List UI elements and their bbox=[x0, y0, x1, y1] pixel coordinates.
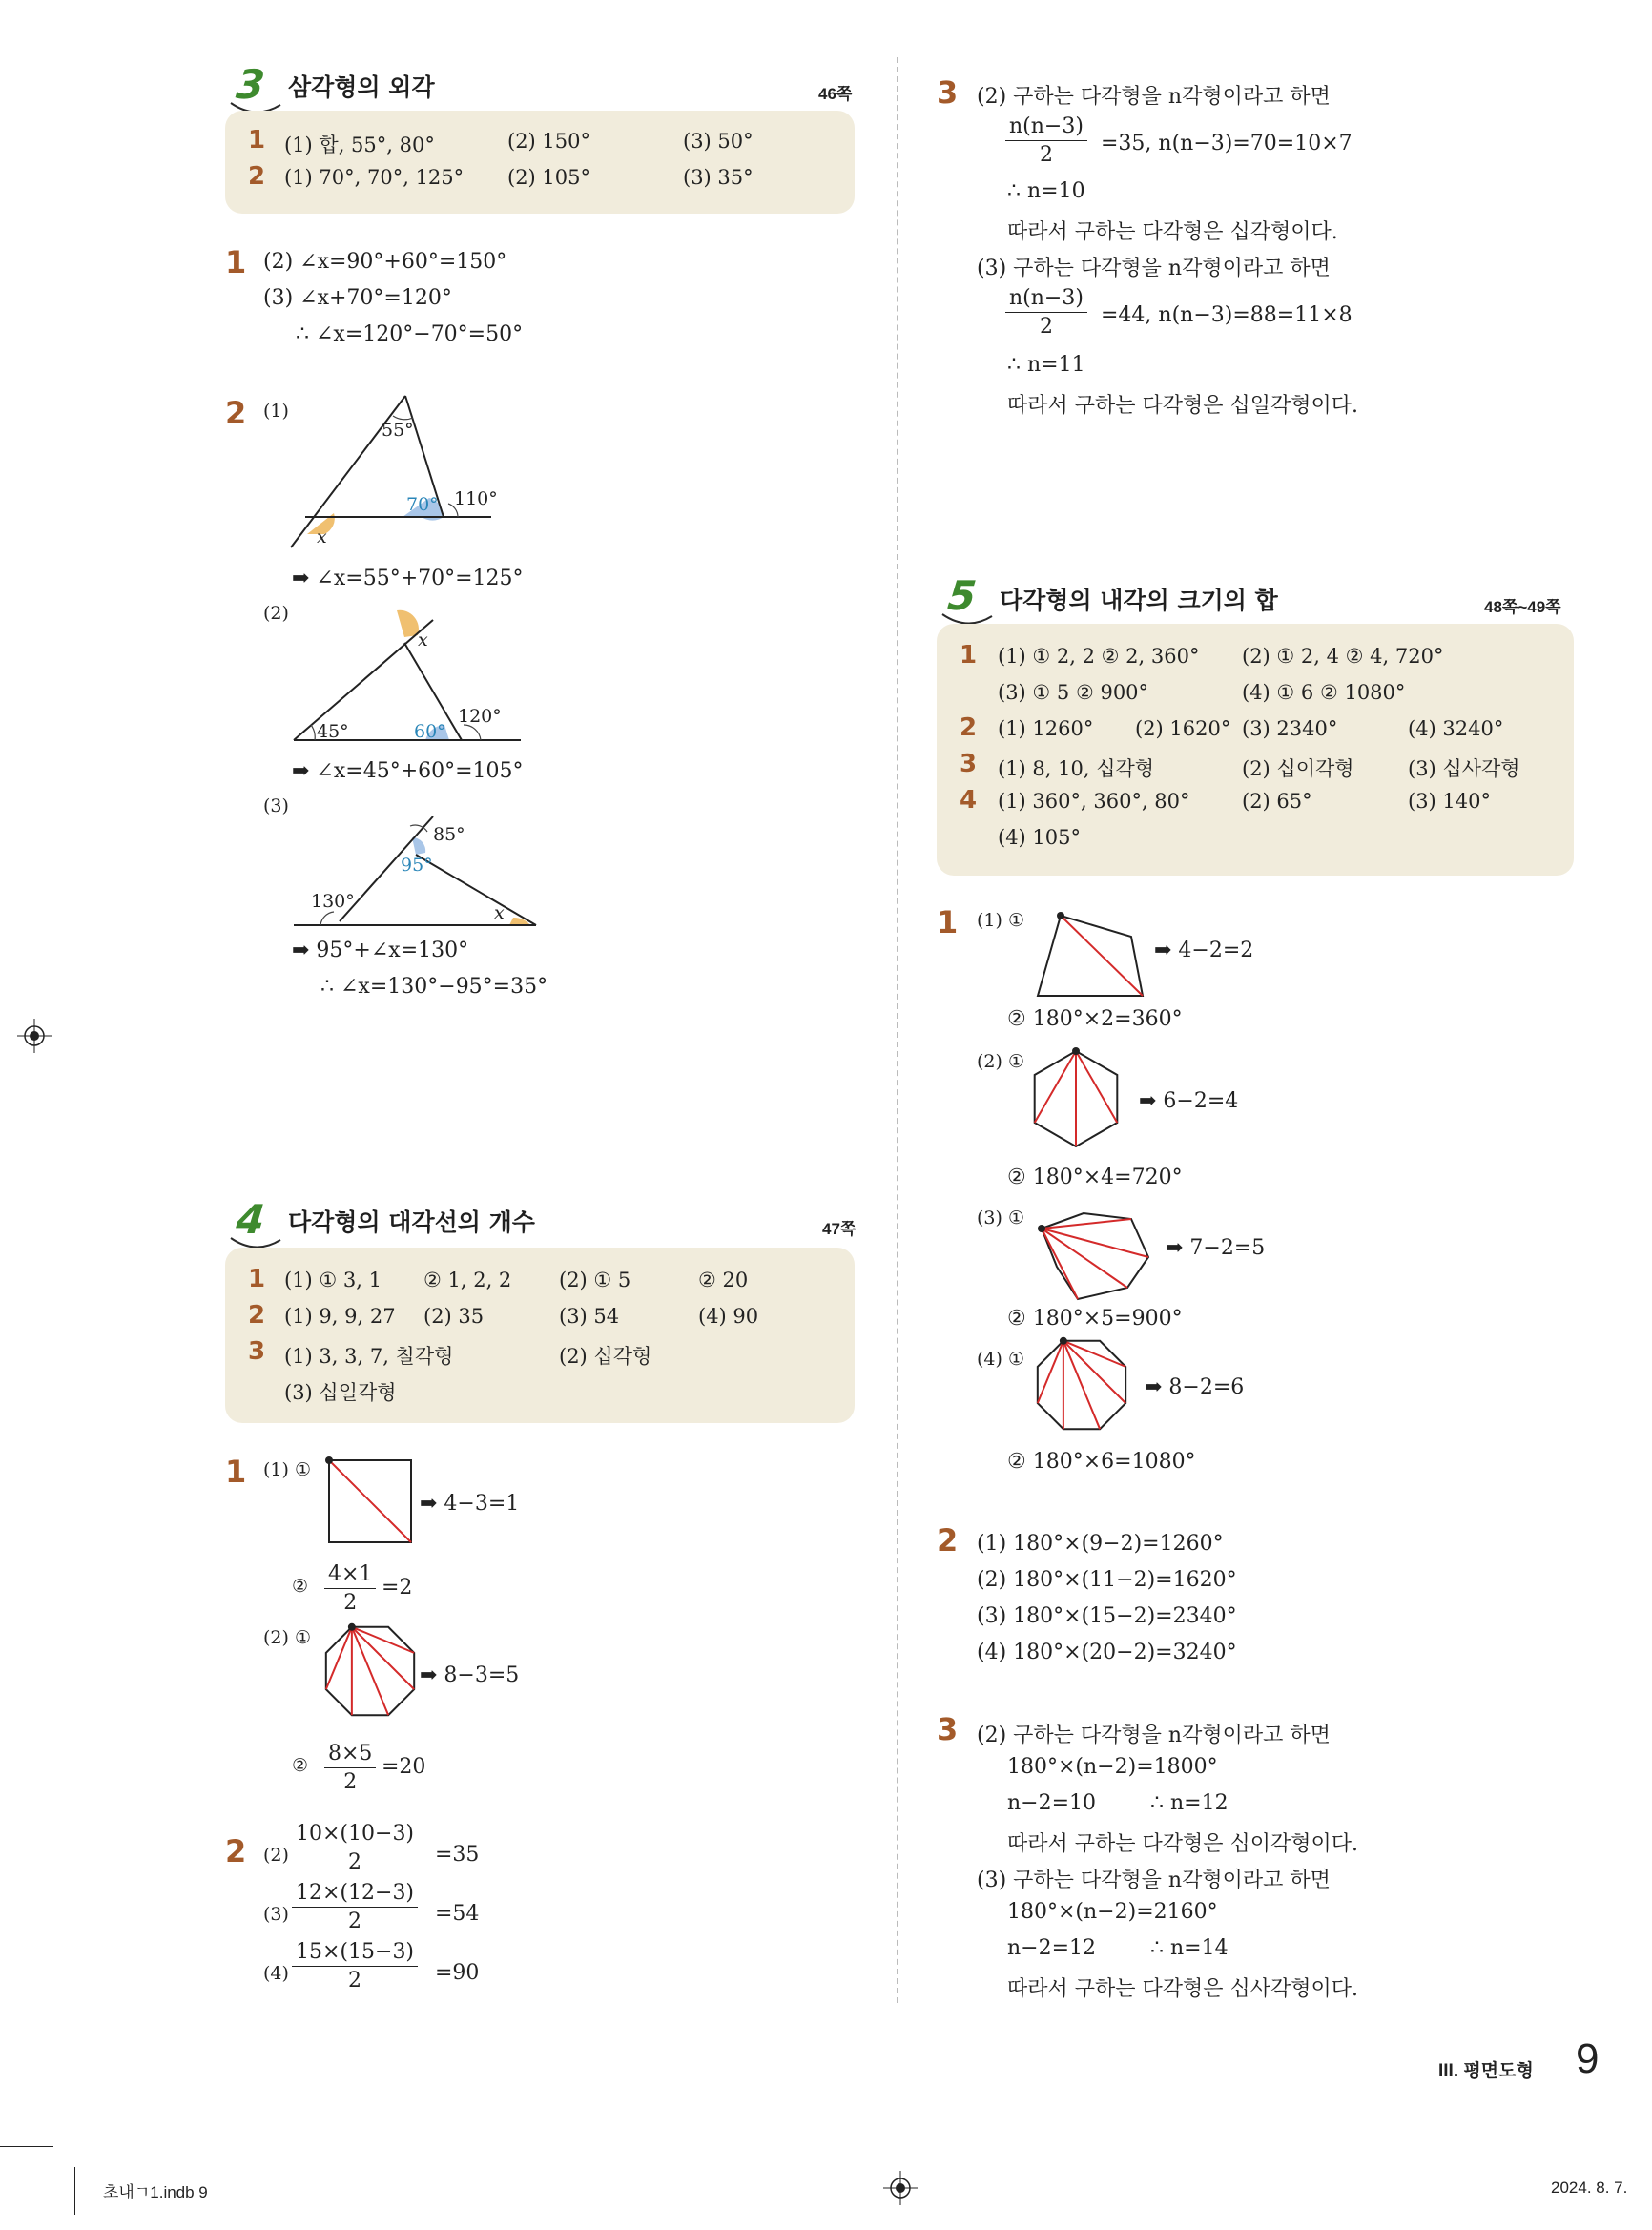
angle-label: 60° bbox=[414, 721, 446, 742]
solution-line: ∴ n=14 bbox=[1150, 1936, 1229, 1960]
result-line: ➡ ∠x=55°+70°=125° bbox=[292, 567, 524, 590]
result-line: ② 180°×6=1080° bbox=[1007, 1450, 1196, 1474]
solution-line: (3) 구하는 다각형을 n각형이라고 하면 bbox=[977, 1869, 1331, 1892]
page-number: 9 bbox=[1576, 2035, 1600, 2082]
solution-line: 따라서 구하는 다각형은 십각형이다. bbox=[1007, 220, 1338, 244]
section-5-title: 다각형의 내각의 크기의 합 bbox=[1000, 587, 1278, 614]
angle-label: 110° bbox=[454, 488, 498, 509]
fraction-numerator: 15×(15−3) bbox=[292, 1940, 418, 1967]
fraction-denominator: 2 bbox=[343, 1591, 358, 1615]
fraction-numerator: 8×5 bbox=[324, 1742, 376, 1768]
diagonal-line bbox=[1038, 1341, 1063, 1403]
answer-cell: (1) 360°, 360°, 80° bbox=[998, 790, 1190, 813]
solution-line: ∴ n=11 bbox=[1007, 353, 1085, 377]
answer-cell: (3) 2340° bbox=[1242, 717, 1338, 740]
problem-number: 1 bbox=[225, 1454, 247, 1490]
answer-row-number: 2 bbox=[248, 1301, 266, 1330]
solution-line: =44, n(n−3)=88=11×8 bbox=[1101, 303, 1353, 327]
section-4-title: 다각형의 대각선의 개수 bbox=[288, 1208, 535, 1236]
result-line: ➡ 95°+∠x=130° bbox=[292, 939, 469, 962]
vertex-dot bbox=[1060, 1337, 1067, 1345]
solution-line: n−2=10 bbox=[1007, 1791, 1097, 1815]
fraction-value: =90 bbox=[435, 1961, 480, 1985]
fraction-numerator: 4×1 bbox=[324, 1562, 376, 1589]
answer-cell: (3) 140° bbox=[1408, 790, 1492, 813]
solution-line: =35, n(n−3)=70=10×7 bbox=[1101, 132, 1353, 155]
answer-cell: (3) 50° bbox=[683, 130, 754, 153]
column-divider bbox=[897, 57, 898, 2003]
fraction bbox=[292, 1822, 418, 1874]
sub-label: (3) bbox=[263, 795, 289, 816]
section-3-title: 삼각형의 외각 bbox=[288, 73, 435, 101]
answer-cell: (2) 십이각형 bbox=[1242, 757, 1354, 780]
chapter-label: III. 평면도형 bbox=[1438, 2061, 1534, 2081]
answer-cell: (4) 3240° bbox=[1408, 717, 1504, 740]
solution-line: ∴ n=10 bbox=[1007, 179, 1085, 203]
angle-label: x bbox=[418, 630, 428, 650]
answer-row-number: 1 bbox=[960, 641, 978, 670]
answer-row-number: 3 bbox=[248, 1337, 266, 1366]
fraction bbox=[324, 1562, 376, 1615]
problem-number: 2 bbox=[225, 1833, 247, 1869]
answer-cell: (2) 150° bbox=[507, 130, 591, 153]
answer-row-number: 4 bbox=[960, 786, 978, 815]
heptagon-diagram bbox=[1036, 1204, 1150, 1309]
quadrilateral-diagram bbox=[1036, 912, 1150, 1007]
angle-label: x bbox=[494, 902, 505, 923]
answer-cell: (3) 54 bbox=[559, 1305, 620, 1328]
angle-label: 85° bbox=[433, 824, 465, 845]
fraction bbox=[1005, 286, 1087, 339]
diagonal-line bbox=[1063, 1341, 1125, 1403]
problem-number: 1 bbox=[937, 904, 959, 940]
result-line: ② 180°×4=720° bbox=[1007, 1166, 1183, 1189]
answer-cell: (1) ① 2, 2 ② 2, 360° bbox=[998, 645, 1200, 668]
answer-row-number: 2 bbox=[960, 713, 978, 742]
fraction-denominator: 2 bbox=[1039, 315, 1053, 339]
sub-label: (1) ① bbox=[263, 1459, 311, 1480]
answer-row-number: 3 bbox=[960, 750, 978, 778]
answer-row-number: 1 bbox=[248, 1265, 266, 1293]
trim-mark bbox=[0, 2146, 53, 2147]
solution-line: 따라서 구하는 다각형은 십사각형이다. bbox=[1007, 1977, 1359, 2001]
answer-cell: (1) 70°, 70°, 125° bbox=[284, 166, 465, 189]
section-5-number: 5 bbox=[945, 572, 979, 619]
sub-label: (2) ① bbox=[263, 1627, 311, 1648]
answer-cell: (1) 1260° bbox=[998, 717, 1094, 740]
result-line: ➡ 4−3=1 bbox=[420, 1492, 520, 1516]
angle-label: 95° bbox=[401, 855, 433, 876]
sub-label: (4) bbox=[263, 1963, 289, 1984]
answer-cell: (3) 십사각형 bbox=[1408, 757, 1520, 780]
answer-cell: (4) 90 bbox=[698, 1305, 759, 1328]
answer-cell: (2) ① 2, 4 ② 4, 720° bbox=[1242, 645, 1444, 668]
fraction-value: =35 bbox=[435, 1843, 480, 1867]
solution-line: ∴ n=12 bbox=[1150, 1791, 1229, 1815]
section-3-answer-box bbox=[225, 111, 855, 214]
solution-line: ∴ ∠x=120°−70°=50° bbox=[296, 322, 524, 346]
result-line: ➡ ∠x=45°+60°=105° bbox=[292, 759, 524, 783]
answer-cell: ② 20 bbox=[698, 1269, 749, 1291]
answer-cell: (1) 3, 3, 7, 칠각형 bbox=[284, 1345, 454, 1368]
fraction-numerator: n(n−3) bbox=[1005, 286, 1087, 313]
sub-label: (4) ① bbox=[977, 1349, 1024, 1370]
solution-line: (3) 구하는 다각형을 n각형이라고 하면 bbox=[977, 257, 1331, 280]
angle-label: 130° bbox=[311, 891, 355, 912]
problem-number: 3 bbox=[937, 74, 959, 111]
diagonal-line bbox=[1035, 1051, 1076, 1123]
answer-row-number: 2 bbox=[248, 162, 266, 191]
answer-cell: (2) ① 5 bbox=[559, 1269, 631, 1291]
problem-number: 2 bbox=[225, 395, 247, 431]
fraction bbox=[292, 1881, 418, 1933]
result-line: ② 180°×5=900° bbox=[1007, 1307, 1183, 1331]
section-4-page-ref: 47쪽 bbox=[822, 1220, 857, 1238]
answer-cell: (1) 합, 55°, 80° bbox=[284, 134, 435, 156]
registration-mark-icon bbox=[17, 1019, 52, 1053]
problem-number: 3 bbox=[937, 1711, 959, 1747]
solution-line: (2) 구하는 다각형을 n각형이라고 하면 bbox=[977, 1724, 1331, 1747]
print-date: 2024. 8. 7. bbox=[1551, 2178, 1628, 2197]
answer-cell: (3) ① 5 ② 900° bbox=[998, 681, 1149, 704]
section-5-page-ref: 48쪽~49쪽 bbox=[1484, 598, 1561, 616]
fraction bbox=[292, 1940, 418, 1993]
fraction-numerator: n(n−3) bbox=[1005, 114, 1087, 141]
registration-mark-icon bbox=[883, 2171, 918, 2205]
result-line: ➡ 4−2=2 bbox=[1154, 939, 1254, 962]
answer-cell: (4) 105° bbox=[998, 826, 1082, 849]
octagon-diagram bbox=[1032, 1335, 1137, 1440]
angle-label: 120° bbox=[458, 706, 502, 727]
fraction bbox=[1005, 114, 1087, 167]
sub-label: (3) ① bbox=[977, 1208, 1024, 1229]
answer-cell: (2) 십각형 bbox=[559, 1345, 652, 1368]
answer-row-number: 1 bbox=[248, 126, 266, 155]
diagonal-line bbox=[326, 1627, 352, 1689]
solution-line: (3) ∠x+70°=120° bbox=[263, 286, 452, 310]
solution-line: (1) 180°×(9−2)=1260° bbox=[977, 1532, 1224, 1556]
answer-cell: (1) 9, 9, 27 bbox=[284, 1305, 396, 1328]
vertex-dot bbox=[1072, 1047, 1080, 1055]
diagonal-line bbox=[352, 1627, 414, 1689]
vertex-dot bbox=[348, 1623, 356, 1631]
solution-line: (2) ∠x=90°+60°=150° bbox=[263, 250, 507, 274]
fraction-denominator: 2 bbox=[1039, 143, 1053, 167]
solution-line: 따라서 구하는 다각형은 십이각형이다. bbox=[1007, 1832, 1359, 1856]
answer-cell: (3) 35° bbox=[683, 166, 754, 189]
fraction-value: =2 bbox=[382, 1576, 413, 1600]
solution-line: (4) 180°×(20−2)=3240° bbox=[977, 1641, 1237, 1664]
solution-line: (3) 180°×(15−2)=2340° bbox=[977, 1604, 1237, 1628]
section-4-number: 4 bbox=[234, 1196, 267, 1243]
triangle-diagram-1 bbox=[286, 391, 515, 544]
solution-line: (2) 180°×(11−2)=1620° bbox=[977, 1568, 1237, 1592]
sub-label: ② bbox=[292, 1755, 309, 1776]
diagonal-line bbox=[1076, 1051, 1117, 1123]
sub-label: (3) bbox=[263, 1904, 289, 1925]
fraction-denominator: 2 bbox=[348, 1969, 362, 1993]
sub-label: (2) ① bbox=[977, 1051, 1024, 1072]
fraction bbox=[324, 1742, 376, 1794]
square-diagram bbox=[324, 1456, 420, 1551]
angle-label: 70° bbox=[406, 494, 439, 515]
answer-cell: (3) 십일각형 bbox=[284, 1381, 397, 1404]
angle-label: 55° bbox=[382, 420, 414, 441]
solution-line: 따라서 구하는 다각형은 십일각형이다. bbox=[1007, 394, 1359, 418]
section-3-number: 3 bbox=[234, 61, 267, 108]
sub-label: (2) bbox=[263, 1845, 289, 1866]
sub-label: ② bbox=[292, 1576, 309, 1597]
print-file-label: 초내ㄱ1.indb 9 bbox=[103, 2183, 208, 2201]
answer-cell: ② 1, 2, 2 bbox=[423, 1269, 512, 1291]
octagon-diagram bbox=[320, 1621, 425, 1726]
fraction-denominator: 2 bbox=[343, 1770, 358, 1794]
answer-cell: (2) 35 bbox=[423, 1305, 485, 1328]
fraction-numerator: 12×(12−3) bbox=[292, 1881, 418, 1908]
answer-cell: (2) 1620° bbox=[1135, 717, 1231, 740]
result-line: ➡ 8−2=6 bbox=[1145, 1375, 1245, 1399]
sub-label: (1) bbox=[263, 401, 289, 422]
problem-number: 2 bbox=[937, 1522, 959, 1559]
solution-line: 180°×(n−2)=1800° bbox=[1007, 1755, 1218, 1779]
result-line: ➡ 8−3=5 bbox=[420, 1663, 520, 1687]
section-3-page-ref: 46쪽 bbox=[818, 85, 853, 103]
result-line: ∴ ∠x=130°−95°=35° bbox=[320, 975, 548, 999]
solution-line: 180°×(n−2)=2160° bbox=[1007, 1900, 1218, 1924]
answer-cell: (2) 65° bbox=[1242, 790, 1312, 813]
solution-line: (2) 구하는 다각형을 n각형이라고 하면 bbox=[977, 85, 1331, 109]
fraction-value: =20 bbox=[382, 1755, 426, 1779]
angle-label: x bbox=[317, 527, 327, 547]
solution-line: n−2=12 bbox=[1007, 1936, 1097, 1960]
result-line: ② 180°×2=360° bbox=[1007, 1007, 1183, 1031]
angle-label: 45° bbox=[317, 721, 349, 742]
result-line: ➡ 6−2=4 bbox=[1139, 1089, 1239, 1113]
result-line: ➡ 7−2=5 bbox=[1166, 1236, 1266, 1260]
fraction-denominator: 2 bbox=[348, 1910, 362, 1933]
fraction-denominator: 2 bbox=[348, 1850, 362, 1874]
fraction-numerator: 10×(10−3) bbox=[292, 1822, 418, 1848]
answer-cell: (1) 8, 10, 십각형 bbox=[998, 757, 1155, 780]
trim-mark bbox=[74, 2167, 75, 2215]
hexagon-diagram bbox=[1030, 1047, 1135, 1152]
sub-label: (2) bbox=[263, 603, 289, 624]
fraction-value: =54 bbox=[435, 1902, 480, 1926]
answer-cell: (2) 105° bbox=[507, 166, 591, 189]
sub-label: (1) ① bbox=[977, 910, 1024, 931]
answer-cell: (4) ① 6 ② 1080° bbox=[1242, 681, 1406, 704]
problem-number: 1 bbox=[225, 244, 247, 280]
answer-cell: (1) ① 3, 1 bbox=[284, 1269, 382, 1291]
